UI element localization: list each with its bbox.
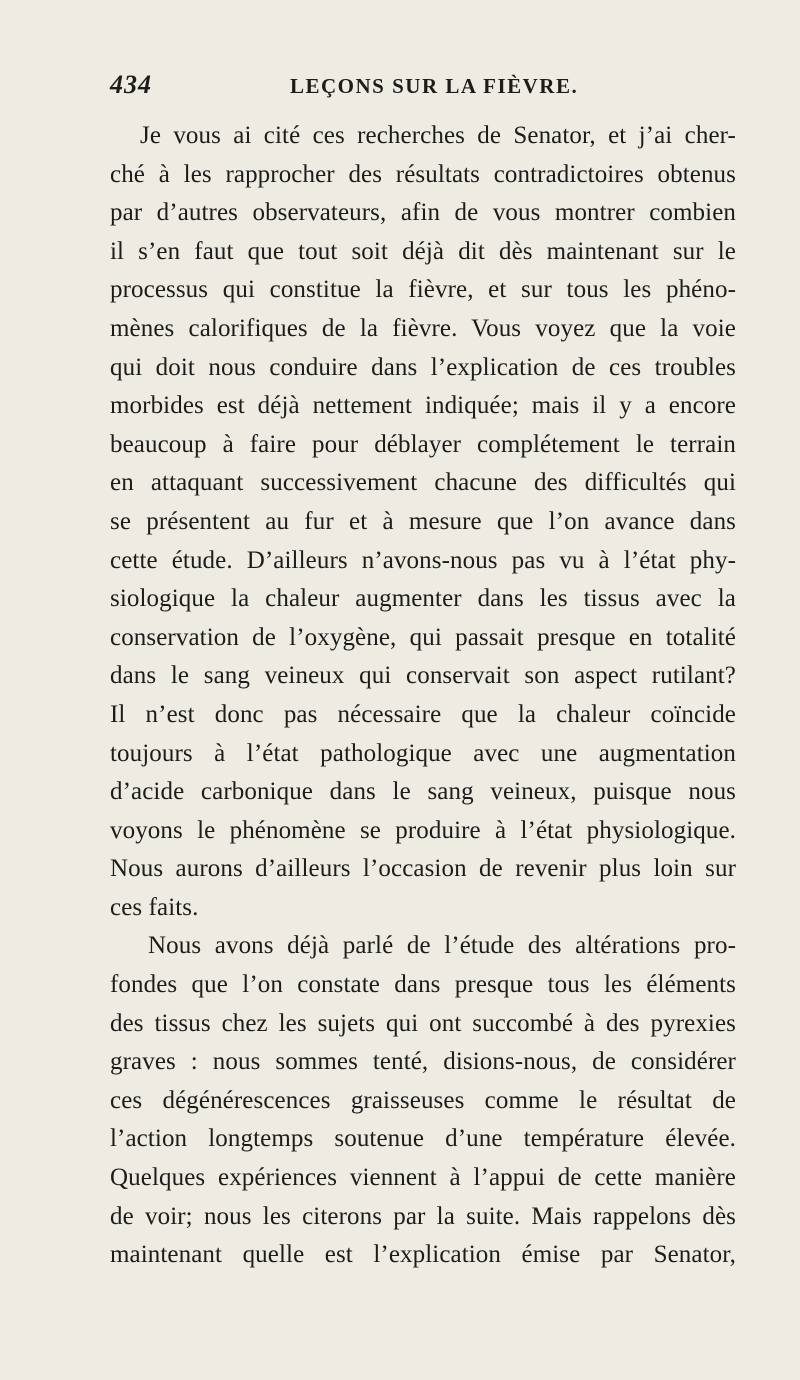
text-line: dans le sang veineux qui conservait son aspect rutilant? [110, 662, 736, 690]
text-line: il s’en faut que tout soit déjà dit dès maintenant sur le [110, 237, 736, 265]
text-line: Nous aurons d’ailleurs l’occasion de revenir plus loin sur [110, 855, 736, 883]
text-line: par d’autres observateurs, afin de vous montrer combien [110, 199, 736, 227]
text-line: morbides est déjà nettement indiquée; mais il y a encore [110, 392, 736, 420]
text-line: de voir; nous les citerons par la suite. Mais rappelons dès [110, 1202, 736, 1230]
text-line: voyons le phénomène se produire à l’état physiologique. [110, 816, 736, 844]
text-line: conservation de l’oxygène, qui passait presque en totalité [110, 623, 736, 651]
text-line: Je vous ai cité ces recherches de Senator, et j’ai cher- [140, 122, 736, 149]
text-line: se présentent au fur et à mesure que l’on avance dans [110, 507, 736, 535]
text-line: graves : nous sommes tenté, disions-nous, de considérer [110, 1048, 736, 1076]
page-number: 434 [110, 70, 152, 99]
text-line: toujours à l’état pathologique avec une augmentation [110, 739, 736, 767]
text-line: l’action longtemps soutenue d’une température élevée. [110, 1125, 736, 1153]
text-line: Quelques expériences viennent à l’appui de cette manière [110, 1164, 736, 1192]
text-line: ces faits. [110, 893, 199, 921]
text-line: beaucoup à faire pour déblayer complétement le terrain [110, 430, 736, 458]
text-line: des tissus chez les sujets qui ont succombé à des pyrexies [110, 1009, 736, 1037]
text-line: en attaquant successivement chacune des difficultés qui [110, 469, 736, 497]
text-line: processus qui constitue la fièvre, et sur tous les phéno- [110, 276, 736, 304]
text-line: maintenant quelle est l’explication émise par Senator, [110, 1241, 736, 1269]
text-line: cette étude. D’ailleurs n’avons-nous pas vu à l’état phy- [110, 546, 736, 574]
paragraph [110, 117, 736, 927]
text-line: mènes calorifiques de la fièvre. Vous voyez que la voie [110, 314, 736, 342]
text-line: Nous avons déjà parlé de l’étude des altérations pro- [148, 932, 736, 960]
running-title: LEÇONS SUR LA FIÈVRE. [290, 74, 579, 98]
text-line: qui doit nous conduire dans l’explication de ces troubles [110, 353, 736, 381]
text-line: siologique la chaleur augmenter dans les tissus avec la [110, 585, 736, 613]
paragraph [110, 927, 736, 1274]
text-line: ché à les rapprocher des résultats contradictoires obtenus [110, 160, 736, 188]
text-line: ces dégénérescences graisseuses comme le résultat de [110, 1086, 736, 1114]
text-line: d’acide carbonique dans le sang veineux, puisque nous [110, 778, 736, 806]
text-line: Il n’est donc pas nécessaire que la chaleur coïncide [110, 700, 736, 728]
body-text [110, 117, 736, 1275]
text-line: fondes que l’on constate dans presque tous les éléments [110, 971, 736, 999]
